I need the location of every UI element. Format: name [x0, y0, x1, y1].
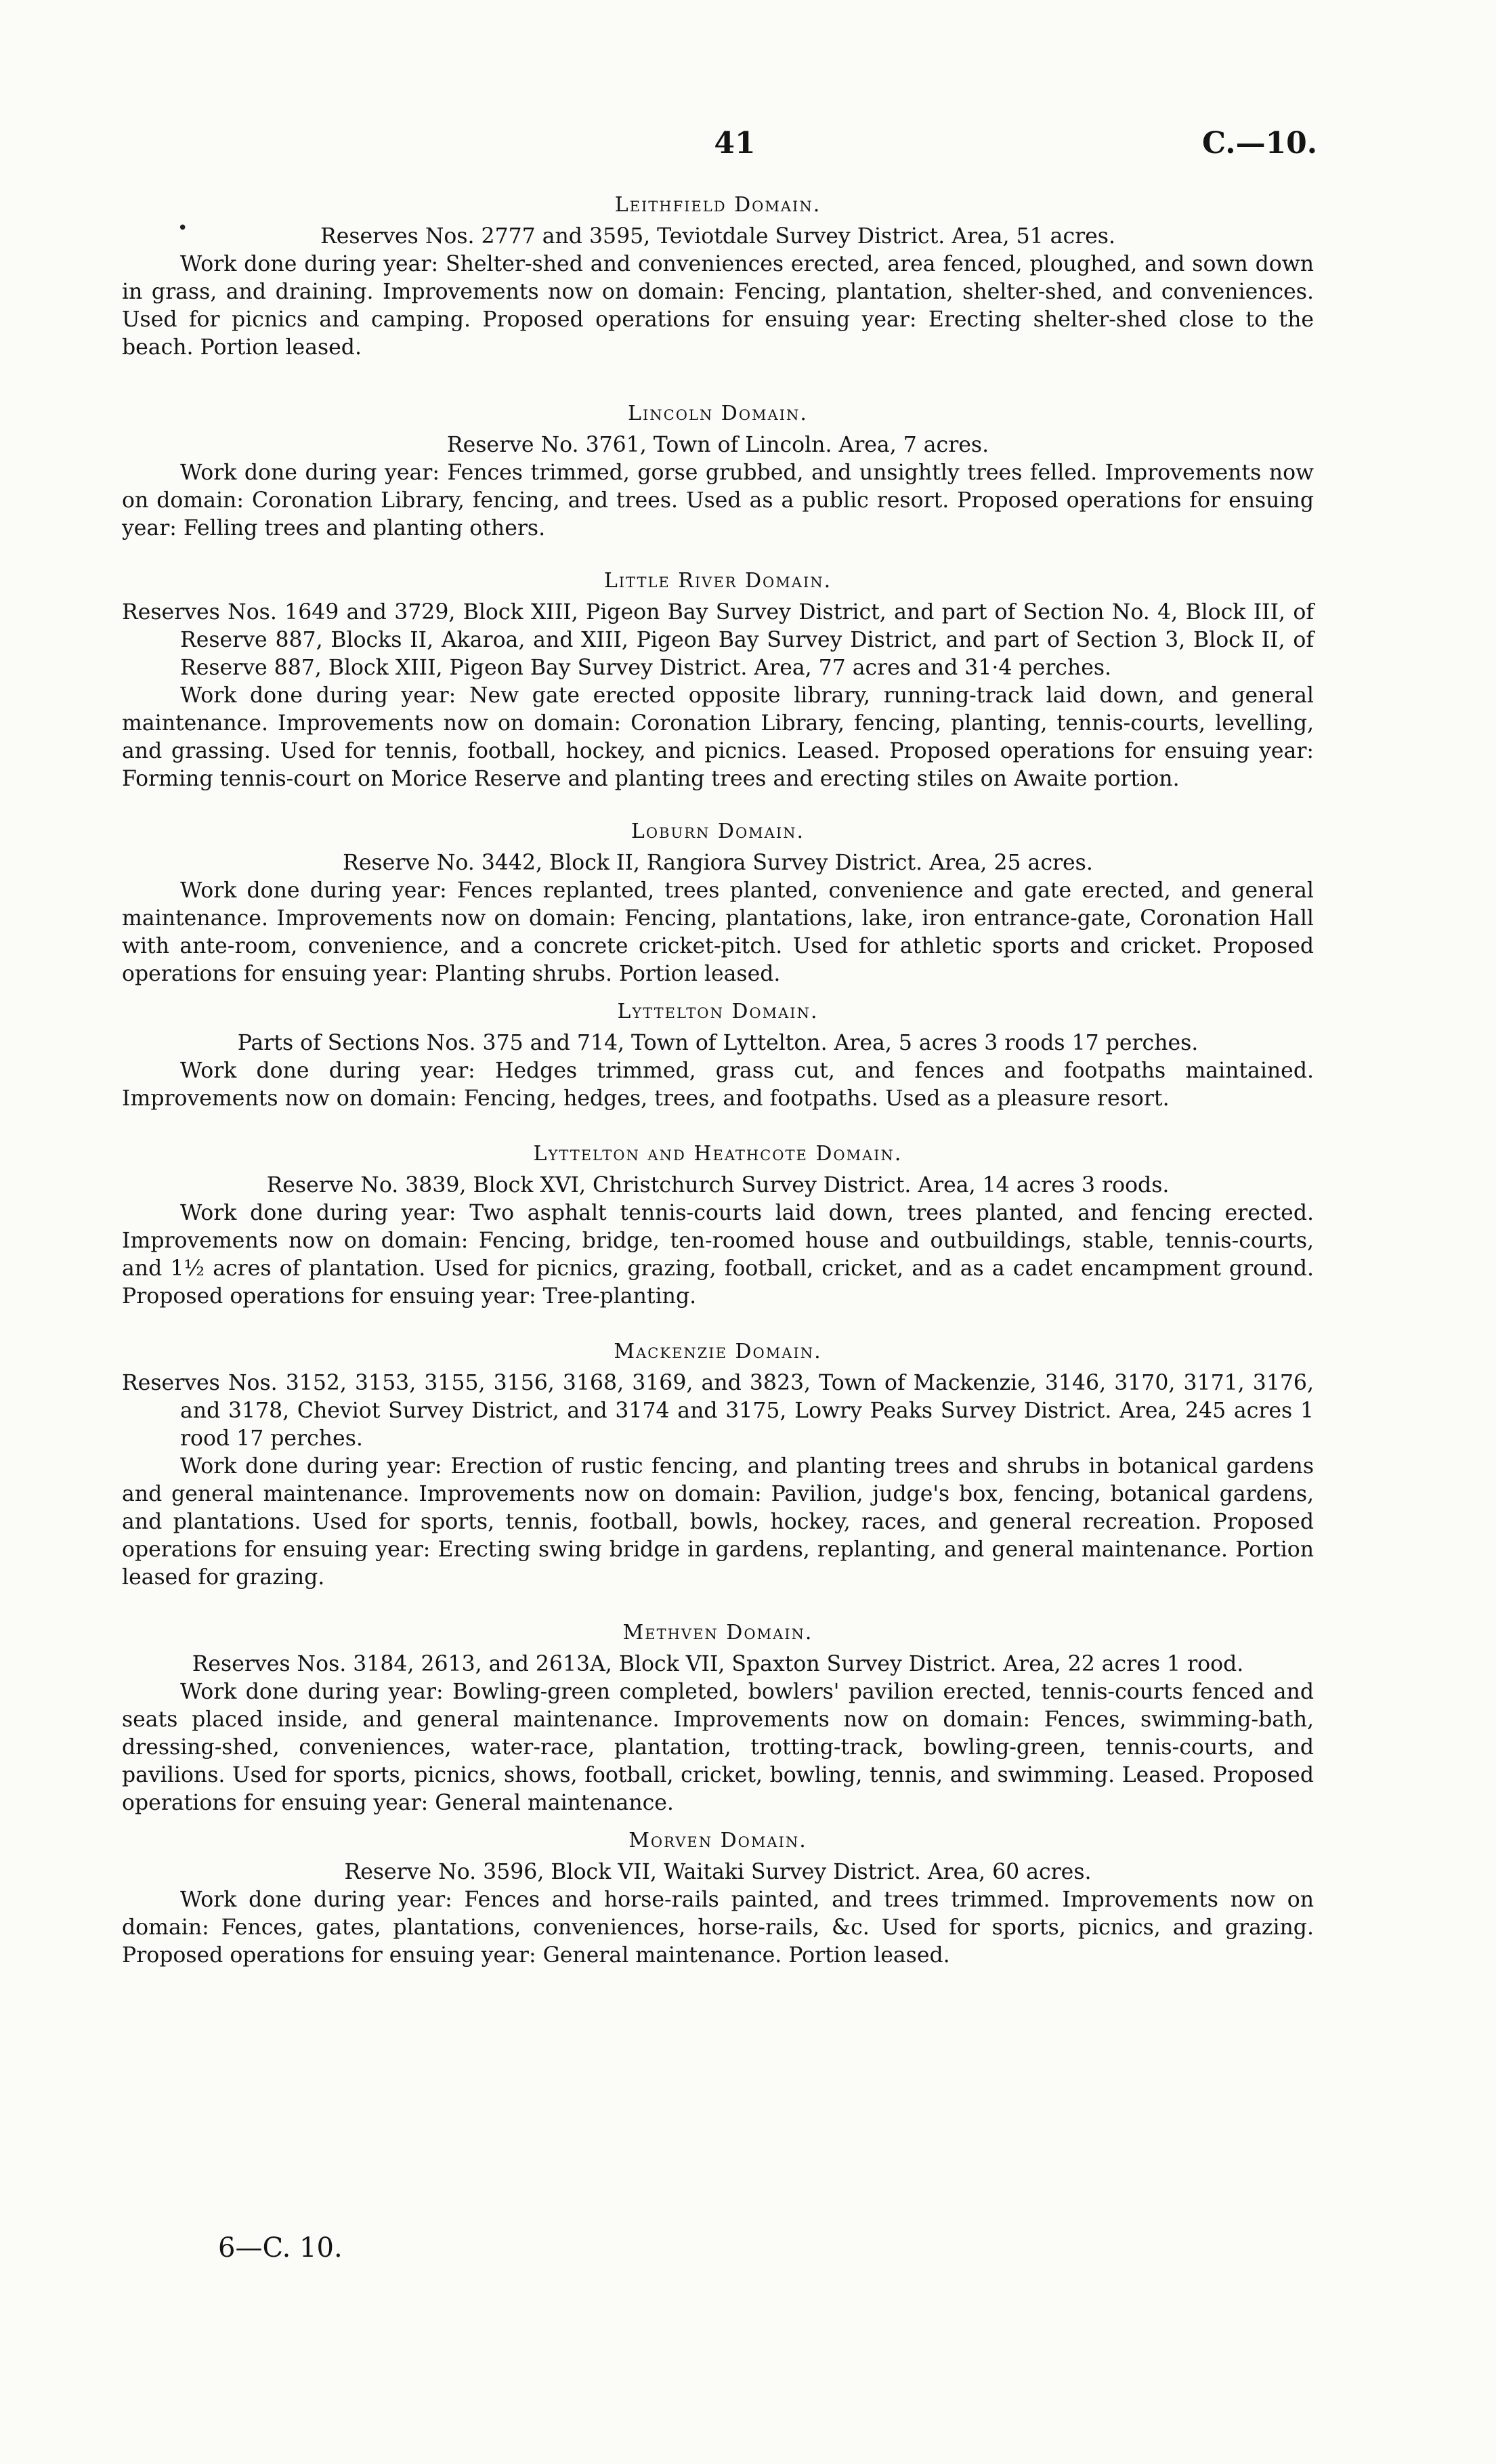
domain-section-morven: [122, 1827, 1314, 1970]
section-body: Work done during year: Shelter-shed and conveniences erected, area fenced, ploughed, and sown down in grass, and draining. Improvements now on domain: Fencing, plantation, shelter-shed, and conveniences. Used for picnics and camping. Proposed operations for ensuing year: Erecting shelter-shed close to the beach. Portion leased.: [122, 252, 1314, 360]
document-code: C.—10.: [1202, 126, 1318, 161]
page-number: 41: [714, 126, 756, 161]
section-title: Morven Domain.: [628, 1829, 807, 1852]
section-title: Lyttelton and Heathcote Domain.: [533, 1142, 903, 1166]
reserve-description: Reserves Nos. 3184, 2613, and 2613A, Block VII, Spaxton Survey District. Area, 22 acres 1 rood.: [192, 1652, 1244, 1676]
reserve-description: Reserves Nos. 1649 and 3729, Block XIII, Pigeon Bay Survey District, and part of Section No. 4, Block III, of Reserve 887, Blocks II, Akaroa, and XIII, Pigeon Bay Survey District, and part of Section 3, Block II, of Reserve 887, Block XIII, Pigeon Bay Survey District. Area, 77 acres and 31·4 perches.: [122, 600, 1314, 680]
section-body: Work done during year: Erection of rustic fencing, and planting trees and shrubs in botanical gardens and general maintenance. Improvements now on domain: Pavilion, judge's box, fencing, botanical gardens, and plantations. Used for sports, tennis, football, bowls, hockey, races, and general recreation. Proposed operations for ensuing year: Erecting swing bridge in gardens, replanting, and general maintenance. Portion leased for grazing.: [122, 1454, 1314, 1590]
section-title: Little River Domain.: [603, 569, 832, 593]
reserve-description: Parts of Sections Nos. 375 and 714, Town of Lyttelton. Area, 5 acres 3 roods 17 perches.: [237, 1031, 1199, 1055]
section-body: Work done during year: Two asphalt tennis-courts laid down, trees planted, and fencing erected. Improvements now on domain: Fencing, bridge, ten-roomed house and outbuildings, stable, tennis-courts, and 1½ acres of plantation. Used for picnics, grazing, football, cricket, and as a cadet encampment ground. Proposed operations for ensuing year: Tree-planting.: [122, 1201, 1314, 1309]
reserve-description: Reserves Nos. 2777 and 3595, Teviotdale Survey District. Area, 51 acres.: [320, 224, 1115, 249]
domain-section-little-river: [122, 567, 1314, 793]
domain-section-methven: [122, 1619, 1314, 1817]
signature-mark: 6—C. 10.: [218, 2232, 343, 2264]
section-body: Work done during year: Bowling-green completed, bowlers' pavilion erected, tennis-courts fenced and seats placed inside, and general maintenance. Improvements now on domain: Fences, swimming-bath, dressing-shed, conveniences, water-race, plantation, trotting-track, bowling-green, tennis-courts, and pavilions. Used for sports, picnics, shows, football, cricket, bowling, tennis, and swimming. Leased. Proposed operations for ensuing year: General maintenance.: [122, 1680, 1314, 1815]
domain-section-mackenzie: [122, 1338, 1314, 1592]
reserve-description: Reserve No. 3596, Block VII, Waitaki Survey District. Area, 60 acres.: [344, 1860, 1092, 1884]
section-title: Loburn Domain.: [631, 820, 805, 843]
domain-section-lincoln: [122, 400, 1314, 543]
reserve-description: Reserve No. 3761, Town of Lincoln. Area, 7 acres.: [446, 433, 989, 457]
section-body: Work done during year: Fences trimmed, gorse grubbed, and unsightly trees felled. Improvements now on domain: Coronation Library, fencing, and trees. Used as a public resort. Proposed operations for ensuing year: Felling trees and planting others.: [122, 461, 1314, 540]
section-body: Work done during year: Fences and horse-rails painted, and trees trimmed. Improvements now on domain: Fences, gates, plantations, conveniences, horse-rails, &c. Used for sports, picnics, and grazing. Proposed operations for ensuing year: General maintenance. Portion leased.: [122, 1888, 1314, 1968]
speck-mark: •: [177, 218, 188, 238]
domain-list: [122, 191, 1314, 1986]
section-body: Work done during year: Hedges trimmed, grass cut, and fences and footpaths maintained. Improvements now on domain: Fencing, hedges, trees, and footpaths. Used as a pleasure resort.: [122, 1059, 1314, 1111]
reserve-description: Reserves Nos. 3152, 3153, 3155, 3156, 3168, 3169, and 3823, Town of Mackenzie, 3146, 3170, 3171, 3176, and 3178, Cheviot Survey District, and 3174 and 3175, Lowry Peaks Survey District. Area, 245 acres 1 rood 17 perches.: [122, 1371, 1314, 1451]
reserve-description: Reserve No. 3839, Block XVI, Christchurch Survey District. Area, 14 acres 3 roods.: [266, 1173, 1170, 1197]
section-body: Work done during year: Fences replanted, trees planted, convenience and gate erected, and general maintenance. Improvements now on domain: Fencing, plantations, lake, iron entrance-gate, Coronation Hall with ante-room, convenience, and a concrete cricket-pitch. Used for athletic sports and cricket. Proposed operations for ensuing year: Planting shrubs. Portion leased.: [122, 878, 1314, 986]
domain-section-lyttelton: [122, 998, 1314, 1113]
section-title: Leithfield Domain.: [614, 193, 821, 217]
domain-section-loburn: [122, 817, 1314, 988]
section-body: Work done during year: New gate erected opposite library, running-track laid down, and general maintenance. Improvements now on domain: Coronation Library, fencing, planting, tennis-courts, levelling, and grassing. Used for tennis, football, hockey, and picnics. Leased. Proposed operations for ensuing year: Forming tennis-court on Morice Reserve and planting trees and erecting stiles on Awaite portion.: [122, 683, 1314, 791]
section-title: Methven Domain.: [622, 1621, 813, 1644]
domain-section-leithfield: [122, 191, 1314, 362]
section-title: Lyttelton Domain.: [617, 1000, 819, 1023]
reserve-description: Reserve No. 3442, Block II, Rangiora Survey District. Area, 25 acres.: [343, 851, 1093, 875]
section-title: Mackenzie Domain.: [614, 1340, 822, 1363]
section-title: Lincoln Domain.: [628, 402, 808, 425]
domain-section-lyttelton-heathcote: [122, 1140, 1314, 1311]
